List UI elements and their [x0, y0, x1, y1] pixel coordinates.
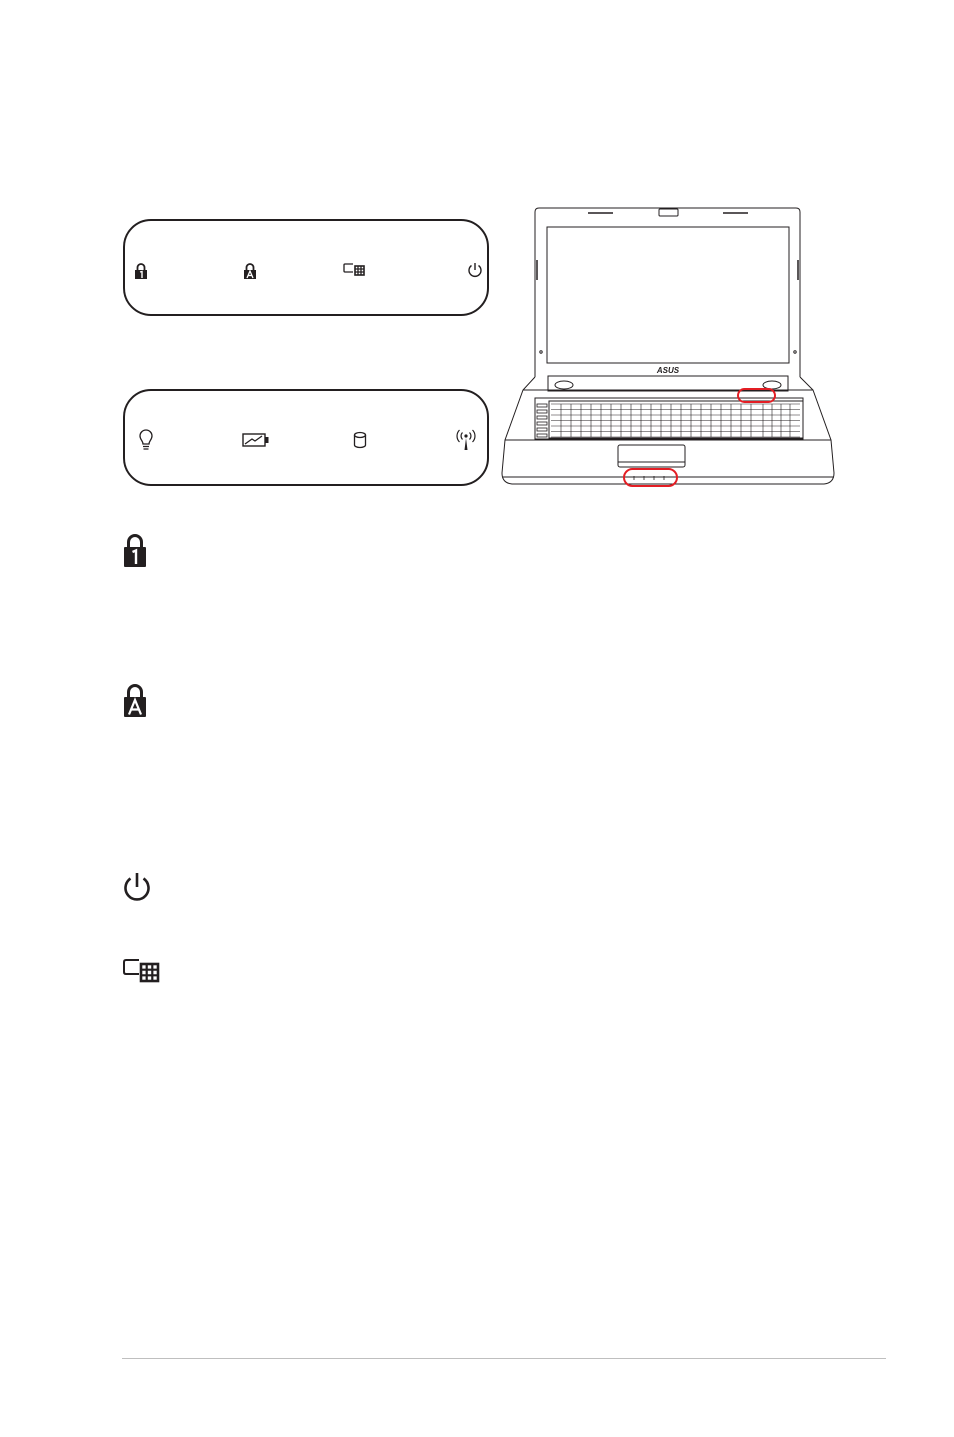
wireless-icon [455, 429, 477, 451]
number-lock-icon [123, 533, 147, 567]
drive-activity-icon [353, 431, 367, 449]
power-icon [122, 872, 152, 904]
keyboard-backlight-icon [343, 263, 367, 277]
capital-lock-icon [123, 683, 147, 717]
number-lock-icon [134, 263, 148, 279]
brand-logo: ASUS [656, 366, 680, 375]
indicator-panel-top [123, 219, 489, 316]
keyboard-backlight-icon [122, 958, 162, 984]
laptop-illustration [498, 205, 838, 490]
power-icon [467, 262, 483, 278]
power-indicator-bulb-icon [138, 429, 154, 453]
capital-lock-icon [243, 263, 257, 279]
battery-charge-icon [242, 432, 270, 448]
indicator-panel-bottom [123, 389, 489, 486]
footer-divider [122, 1358, 886, 1359]
